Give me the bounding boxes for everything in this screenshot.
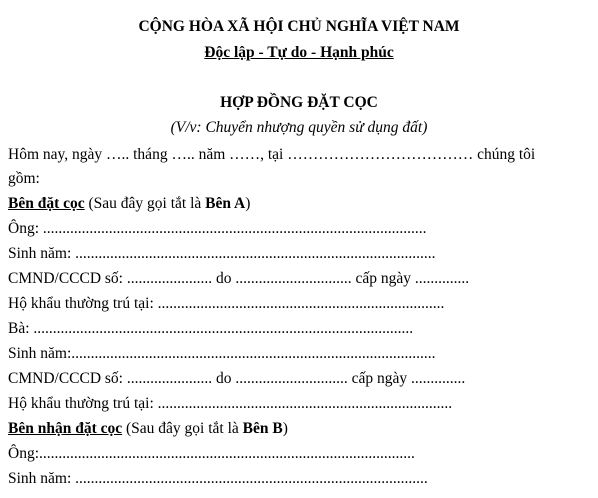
intro-line-2: gồm: (8, 170, 40, 187)
intro-line-1: Hôm nay, ngày ….. tháng ….. năm ……, tại ……………………………… chúng tôi (8, 146, 536, 163)
party-a-ong-field: Ông: ................................................................................................... (8, 220, 427, 237)
party-b-heading-close: ) (282, 420, 288, 437)
party-b-label: Bên nhận đặt cọc (8, 420, 123, 437)
party-a-heading-text: (Sau đây gọi tắt là (84, 195, 206, 212)
party-a-id-1: CMND/CCCD số: ...................... do .............................. cấp ngày .............. (8, 270, 470, 287)
party-a-residence-2: Hộ khẩu thường trú tại: ............................................................................ (8, 395, 453, 412)
document-subtitle: (V/v: Chuyển nhượng quyền sử dụng đất) (170, 119, 428, 136)
document-title: HỢP ĐỒNG ĐẶT CỌC (220, 94, 378, 111)
party-a-label: Bên đặt cọc (8, 195, 85, 212)
party-b-heading (8, 419, 288, 439)
national-title: CỘNG HÒA XÃ HỘI CHỦ NGHĨA VIỆT NAM (138, 18, 460, 35)
party-b-short-name: Bên B (242, 420, 283, 437)
party-a-birth-year-2: Sinh năm:.............................................................................................. (8, 345, 436, 362)
party-a-residence-1: Hộ khẩu thường trú tại: .......................................................................... (8, 295, 445, 312)
party-a-ba-field: Bà: .................................................................................................. (8, 320, 414, 337)
party-a-id-2: CMND/CCCD số: ...................... do ............................. cấp ngày .............. (8, 370, 466, 387)
party-b-heading-text: (Sau đây gọi tắt là (122, 420, 243, 437)
party-b-birth-year: Sinh năm: ........................................................................................... (8, 470, 428, 487)
party-a-heading-close: ) (245, 195, 251, 212)
party-a-birth-year-1: Sinh năm: ............................................................................................. (8, 245, 436, 262)
motto: Độc lập - Tự do - Hạnh phúc (204, 44, 394, 61)
party-a-short-name: Bên A (205, 195, 246, 212)
party-b-ong-field: Ông:................................................................................................. (8, 445, 415, 462)
party-a-heading (8, 194, 250, 214)
